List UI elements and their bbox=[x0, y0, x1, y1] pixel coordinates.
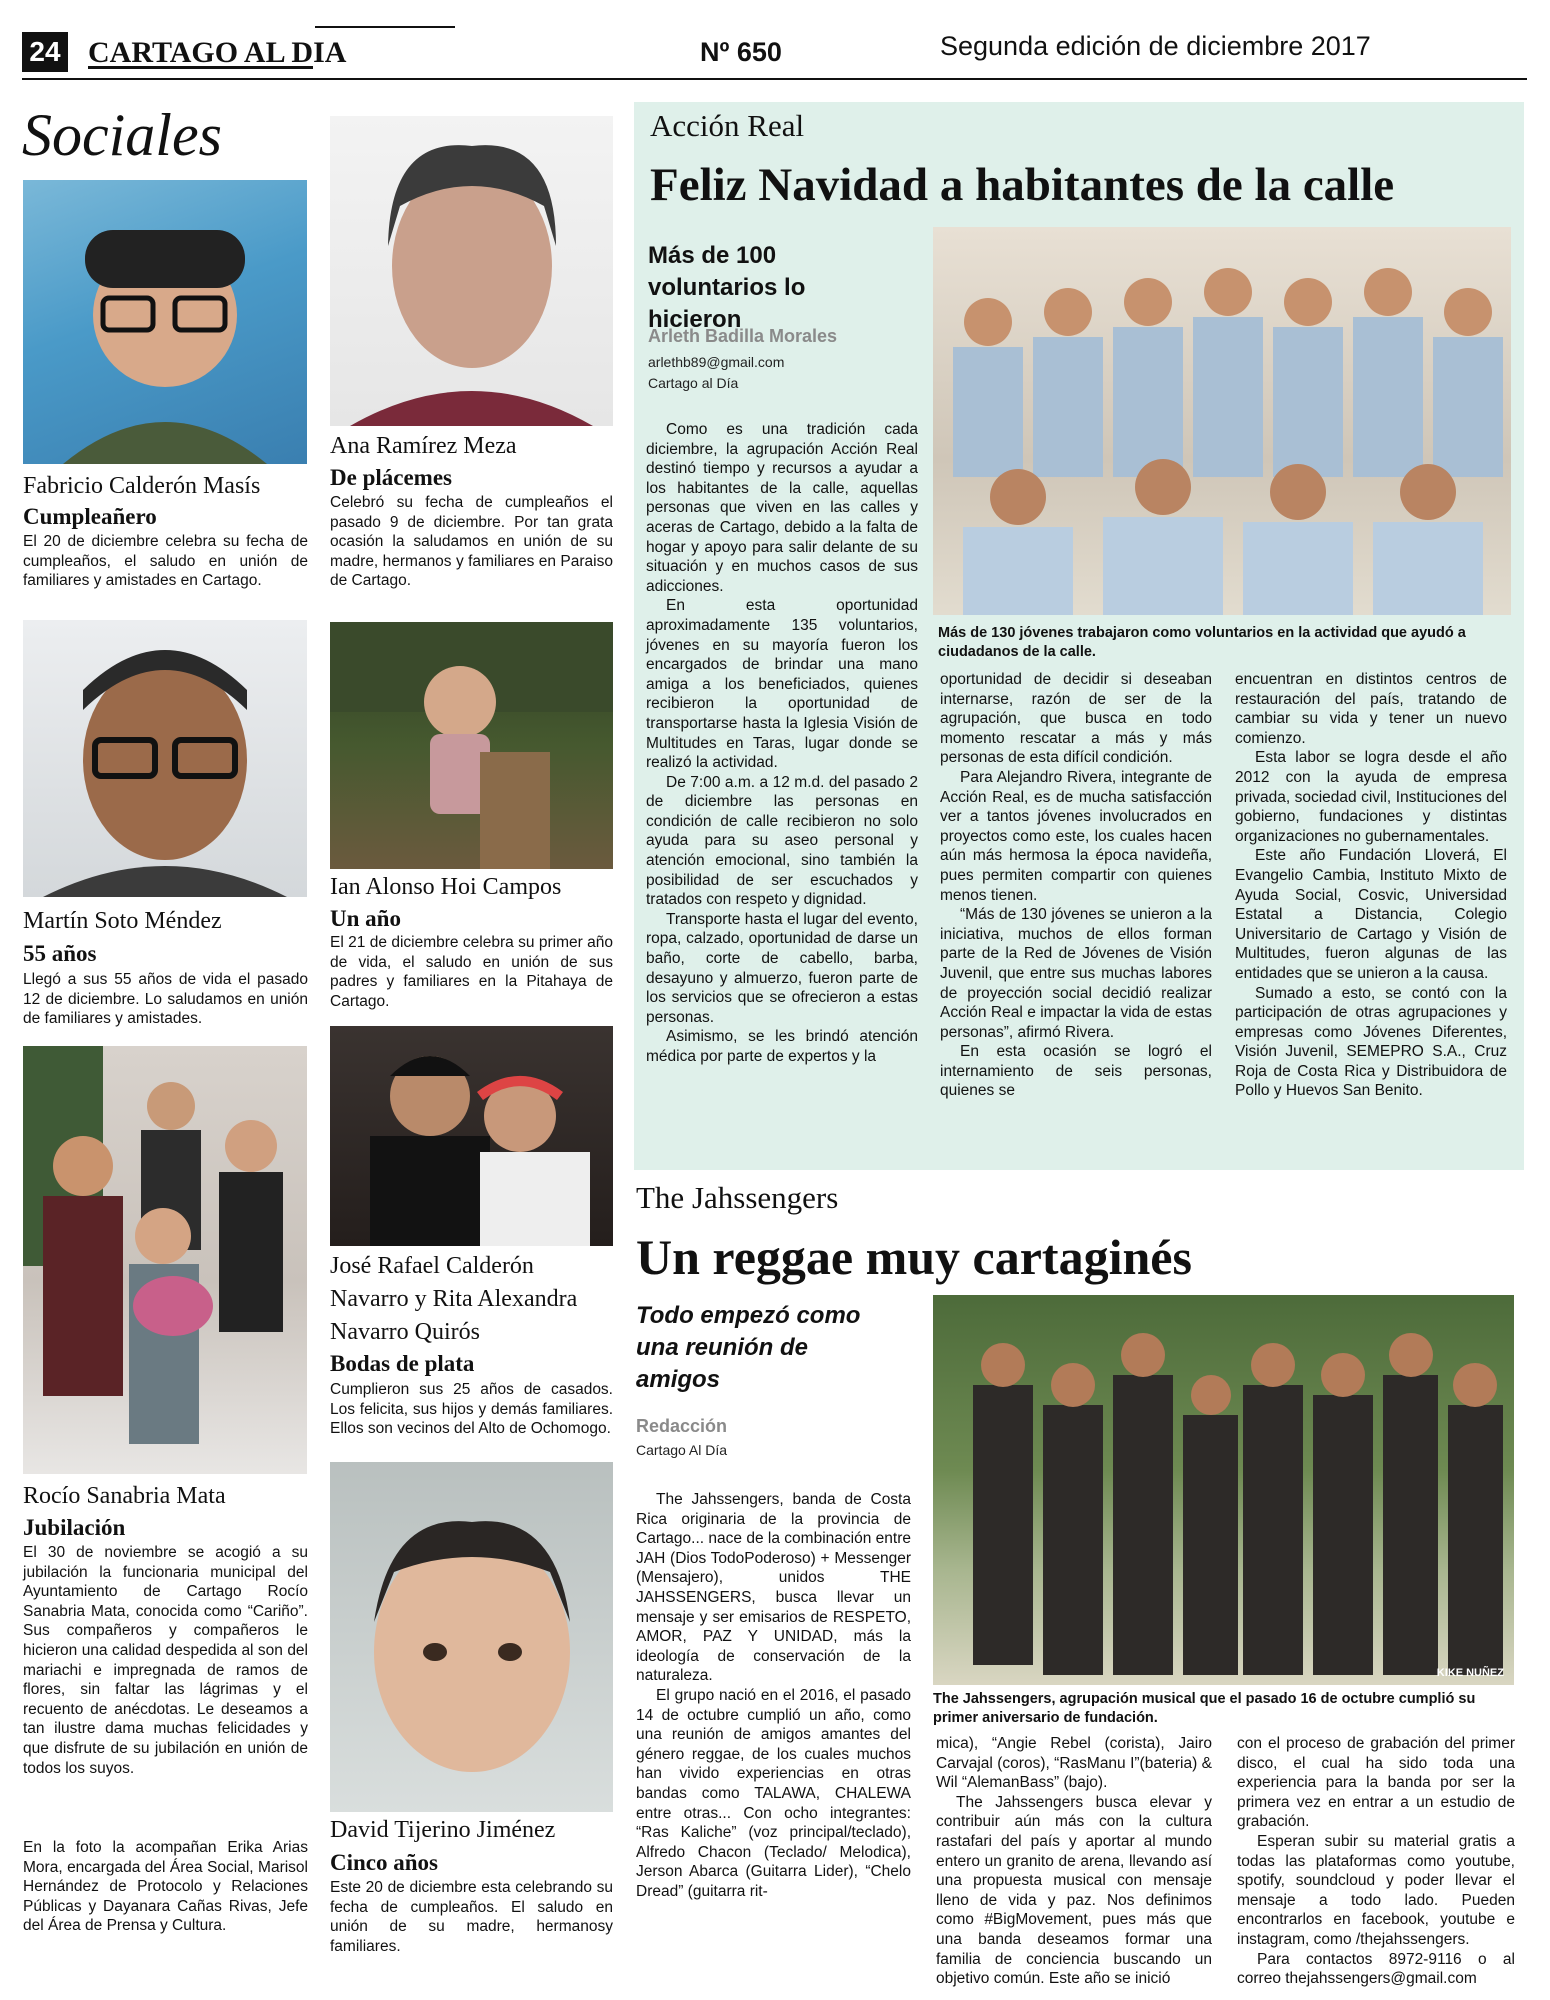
article-col-3 bbox=[1235, 670, 1507, 1101]
byline-email: arlethb89@gmail.com bbox=[648, 354, 785, 370]
byline-outlet: Cartago al Día bbox=[648, 375, 739, 391]
article-col-3 bbox=[1237, 1734, 1515, 1989]
caption-text: El 21 de diciembre celebra su primer año de vida, el saludo en unión de sus padres y familiares en la Pitahaya de Cartago. bbox=[330, 934, 613, 1010]
edition-date: Segunda edición de diciembre 2017 bbox=[940, 31, 1371, 61]
caption-occasion: Un año bbox=[330, 906, 401, 931]
paragraph: oportunidad de decidir si deseaban internarse, razón de ser de la agrupación, que busca en todo momento rescatar a más y más personas de esta difícil condición. bbox=[940, 671, 1212, 767]
caption-text: Este 20 de diciembre esta celebrando su fecha de cumpleaños. El saludo en unión de su madre, hermanosy familiares. bbox=[330, 1879, 613, 1955]
subhead: Todo empezó como una reunión de amigos bbox=[636, 1302, 861, 1393]
caption-occasion: Jubilación bbox=[23, 1515, 126, 1540]
photo-rocio bbox=[23, 1046, 307, 1474]
sociales-title: Sociales bbox=[22, 102, 222, 168]
byline-outlet: Cartago Al Día bbox=[636, 1442, 728, 1458]
photo-band bbox=[933, 1295, 1514, 1685]
headline: Feliz Navidad a habitantes de la calle bbox=[650, 159, 1395, 211]
caption-name: Martín Soto Méndez bbox=[23, 908, 222, 934]
paragraph: Transporte hasta el lugar del evento, ropa, calzado, oportunidad de darse un baño, corte de cabello, barba, desayuno y almuerzo, fueron parte de los servicios que se ofrecieron a estas personas. bbox=[646, 910, 918, 1026]
paragraph: En esta ocasión se logró el internamiento de seis personas, quienes se bbox=[940, 1043, 1212, 1100]
paragraph: Sumado a esto, se contó con la participación de otras agrupaciones y empresas como Jóvenes Diferentes, Visión Juvenil, SEMEPRO S.A., Cruz Roja de Costa Rica y Distribuidora de Pollo y Huevos San Benito. bbox=[1235, 984, 1507, 1100]
caption-name: Ana Ramírez Meza bbox=[330, 433, 517, 459]
caption-text: El 20 de diciembre celebra su fecha de cumpleaños, el saludo en unión de familiares y amistades en Cartago. bbox=[23, 533, 308, 590]
masthead-text: CARTAGO AL DIA bbox=[88, 36, 347, 69]
article-col-1 bbox=[646, 420, 918, 1067]
photo-fabricio bbox=[23, 180, 307, 464]
page-number: 24 bbox=[22, 32, 68, 72]
photo-volunteers bbox=[933, 227, 1511, 615]
article-col-1 bbox=[636, 1490, 911, 1901]
caption-occasion: Bodas de plata bbox=[330, 1351, 475, 1376]
caption-name: Fabricio Calderón Masís bbox=[23, 473, 261, 499]
portrait-icon bbox=[23, 180, 307, 464]
photo-caption: The Jahssengers, agrupación musical que el pasado 16 de octubre cumplió su primer aniversario de fundación. bbox=[933, 1691, 1476, 1726]
caption-name: David Tijerino Jiménez bbox=[330, 1817, 556, 1843]
group-photo-icon bbox=[933, 227, 1511, 615]
portrait-icon bbox=[330, 1026, 613, 1246]
issue-number: Nº 650 bbox=[700, 37, 782, 67]
caption-text: Llegó a sus 55 años de vida el pasado 12 de diciembre. Lo saludamos en unión de familiares y amistades. bbox=[23, 971, 308, 1028]
paragraph: El grupo nació en el 2016, el pasado 14 de octubre cumplió un año, como una reunión de amigos amantes del género reggae, de los cuales muchos han vivido experiencias en otras bandas como TALAWA, CHALEWA entre otras... Con ocho integrantes: “Ras Kaliche” (voz principal/teclado), Alfredo Chacon (Teclado/ Melodica), Jerson Abarca (Guitarra Lider), “Chelo Dread” (guitarra rit- bbox=[636, 1686, 911, 1900]
caption-name: Rocío Sanabria Mata bbox=[23, 1483, 226, 1509]
caption-text: Celebró su fecha de cumpleaños el pasado 9 de diciembre. Por tan grata ocasión la saludamos en unión de su madre, hermanos y familiares en Paraiso de Cartago. bbox=[330, 494, 613, 590]
header-rule bbox=[315, 26, 455, 28]
masthead-logo bbox=[88, 28, 347, 74]
portrait-icon bbox=[330, 1462, 613, 1812]
section-label: The Jahssengers bbox=[636, 1180, 839, 1215]
portrait-icon bbox=[330, 622, 613, 869]
article-col-2 bbox=[936, 1734, 1212, 1989]
photo-ana bbox=[330, 116, 613, 426]
paragraph: mica), “Angie Rebel (corista), Jairo Carvajal (coros), “RasManu I”(bateria) & Wil “AlemanBass” (bajo). bbox=[936, 1735, 1212, 1792]
paragraph: Asimismo, se les brindó atención médica por parte de expertos y la bbox=[646, 1028, 918, 1065]
paragraph: The Jahssengers busca elevar y contribuir aún más con la cultura rastafari del país y aportar al mundo entero un granito de arena, llevando así una propuesta musical con mensaje lleno de vida y paz. Nos definimos como #BigMovement, pues más que una banda deseamos formar una familia de conciencia buscando un objetivo común. Este año se inició bbox=[936, 1793, 1212, 1988]
paragraph: Para contactos 8972-9116 o al correo thejahssengers@gmail.com bbox=[1237, 1950, 1515, 1988]
photo-martin bbox=[23, 620, 307, 897]
photo-david bbox=[330, 1462, 613, 1812]
portrait-icon bbox=[330, 116, 613, 426]
paragraph: Esta labor se logra desde el año 2012 con la ayuda de empresa privada, sociedad civil, Instituciones del gobierno, fundaciones y distintas organizaciones no gubernamentales. bbox=[1235, 749, 1507, 845]
subhead: Más de 100 voluntarios lo hicieron bbox=[648, 242, 806, 333]
photo-ian bbox=[330, 622, 613, 869]
caption-occasion: 55 años bbox=[23, 941, 97, 966]
header-bottom-rule bbox=[22, 78, 1527, 80]
portrait-icon bbox=[23, 620, 307, 897]
headline: Un reggae muy cartaginés bbox=[636, 1229, 1192, 1285]
caption-occasion: Cumpleañero bbox=[23, 504, 157, 529]
paragraph: encuentran en distintos centros de restauración del país, tratando de cambiar su vida y tener un nuevo comienzo. bbox=[1235, 671, 1507, 747]
photo-credit: KIKE NUÑEZ bbox=[1436, 1667, 1504, 1679]
paragraph: Esperan subir su material gratis a todas las plataformas como youtube, spotify, soundcloud y poder llevar el mensaje a todo lado. Pueden encontrarlos en facebook, youtube e instagram, como /thejahssengers. bbox=[1237, 1832, 1515, 1948]
masthead-logo-icon bbox=[88, 28, 347, 74]
caption-occasion: Cinco años bbox=[330, 1850, 438, 1875]
article-col-2 bbox=[940, 670, 1212, 1101]
paragraph: Como es una tradición cada diciembre, la agrupación Acción Real destinó tiempo y recursos a ayudar a los habitantes de la calle, aquellas personas que viven en las calles y aceras de Cartago, debido a la falta de hogar y apoyo para salir delante de su situación y en muchos casos de sus adicciones. bbox=[646, 421, 918, 595]
paragraph: De 7:00 a.m. a 12 m.d. del pasado 2 de diciembre las personas en condición de calle recibieron no solo ayuda para su aseo personal y atención emocional, sino también la posibilidad de ser escuchados y tratados con respeto y dignidad. bbox=[646, 773, 918, 909]
caption-text: El 30 de noviembre se acogió a su jubilación la funcionaria municipal del Ayuntamiento de Cartago Rocío Sanabria Mata, conocida como “Cariño”. Sus compañeros y compañeros le hicieron una calidad despedida al son del mariachi e impregnada de ramos de flores, sin faltar las lágrimas y el recuento de anécdotas. Le deseamos a tan ilustre dama muchas felicidades y que disfrute de su jubilación en unión de todos los suyos. bbox=[23, 1544, 308, 1777]
paragraph: Para Alejandro Rivera, integrante de Acción Real, es de mucha satisfacción ver a tantos jóvenes involucrados en proyectos como este, los cuales hacen aún más hermosa la época navideña, pues permiten compartir con quienes menos tienen. bbox=[940, 768, 1212, 904]
caption-name: Ian Alonso Hoi Campos bbox=[330, 874, 562, 900]
paragraph: Este año Fundación Lloverá, El Evangelio Cambia, Instituto Mixto de Ayuda Social, Cosvic, Universidad Estatal a Distancia, Colegio Universitario de Cartago y Visión de Multitudes, fueron algunas de las entidades que se unieron a la causa. bbox=[1235, 847, 1507, 982]
paragraph: con el proceso de grabación del primer disco, el cual ha sido toda una experiencia para la banda por ser la primera vez en entrar a un estudio de grabación. bbox=[1237, 1735, 1515, 1831]
group-photo-icon bbox=[23, 1046, 307, 1474]
photo-jose-rita bbox=[330, 1026, 613, 1246]
caption-name: José Rafael Calderón Navarro y Rita Alexandra Navarro Quirós bbox=[330, 1253, 578, 1345]
caption-text: Cumplieron sus 25 años de casados. Los felicita, sus hijos y demás familiares. Ellos son vecinos del Alto de Ochomogo. bbox=[330, 1381, 613, 1438]
paragraph: “Más de 130 jóvenes se unieron a la iniciativa, muchos de ellos forman parte de la Red de Jóvenes de Visión Juvenil, que entre sus muchas labores de proyección social decidió realizar Acción Real e impactar la vida de estas personas”, afirmó Rivera. bbox=[940, 906, 1212, 1041]
byline-author: Arleth Badilla Morales bbox=[648, 326, 838, 346]
photo-caption: Más de 130 jóvenes trabajaron como voluntarios en la actividad que ayudó a ciudadanos de la calle. bbox=[938, 625, 1466, 660]
group-photo-icon bbox=[933, 1295, 1514, 1685]
byline-author: Redacción bbox=[636, 1416, 728, 1436]
caption-occasion: De plácemes bbox=[330, 465, 452, 490]
paragraph: En esta oportunidad aproximadamente 135 voluntarios, jóvenes en su mayoría fueron los encargados de brindar una mano amiga a los beneficiados, quienes recibieron la oportunidad de transportarse hasta la Iglesia Visión de Multitudes en Taras, lugar donde se realizó la actividad. bbox=[646, 597, 918, 772]
caption-text-2: En la foto la acompañan Erika Arias Mora, encargada del Área Social, Marisol Hernández de Protocolo y Relaciones Públicas y Dayanara Cañas Rivas, Jefe del Área de Prensa y Cultura. bbox=[23, 1839, 308, 1935]
paragraph: The Jahssengers, banda de Costa Rica originaria de la provincia de Cartago... nace de la combinación entre JAH (Dios TodoPoderoso) + Messenger (Mensajero), unidos THE JAHSSENGERS, busca llevar un mensaje y ser emisarios de RESPETO, AMOR, PAZ Y UNIDAD, más la ideología de conservación de la naturaleza. bbox=[636, 1491, 911, 1685]
section-label: Acción Real bbox=[650, 108, 805, 143]
